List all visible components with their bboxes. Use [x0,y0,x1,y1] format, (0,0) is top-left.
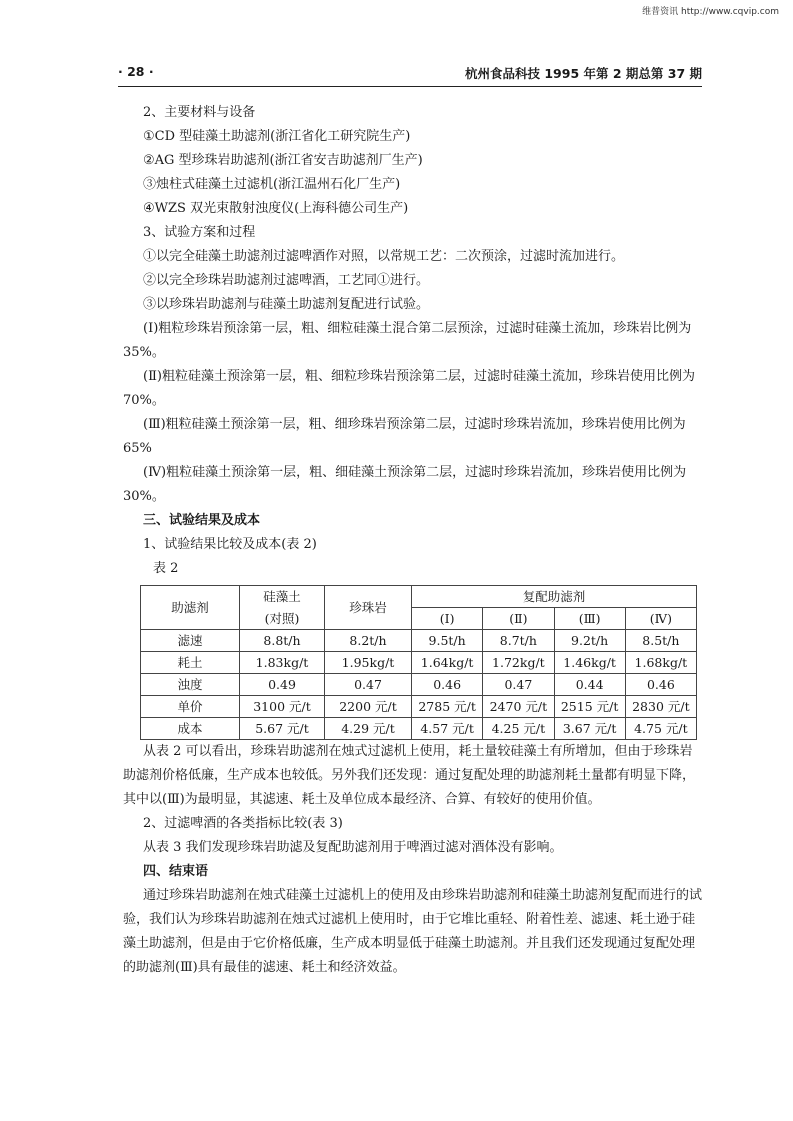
table-row-label: 滤速 [141,630,240,652]
list-item: ④WZS 双光束散射浊度仪(上海科德公司生产) [143,201,409,216]
table-cell: 4.57 元/t [412,718,483,740]
table-cell: 9.5t/h [412,630,483,652]
list-item: ①以完全硅藻土助滤剂过滤啤酒作对照，以常规工艺：二次预涂，过滤时流加进行。 [143,249,625,264]
table-cell: 4.75 元/t [625,718,696,740]
table-header-cell: (Ⅲ) [554,608,625,630]
table-header-cell: 复配助滤剂 [412,586,697,608]
paragraph: 通过珍珠岩助滤剂在烛式硅藻土过滤机上的使用及由珍珠岩助滤剂和硅藻土助滤剂复配而进行的试验，我们认为珍珠岩助滤剂在烛式过滤机上使用时，由于它堆比重轻、附着性差、滤速、耗土逊于硅藻土助滤剂，但是由于它价格低廉，生产成本明显低于硅藻土助滤剂。并且我们还发现通过复配处理的助滤剂(Ⅲ)具有最佳的滤速、耗土和经济效益。 [123,888,703,975]
table-cell: 1.72kg/t [483,652,554,674]
table-header-cell: (对照) [240,608,325,630]
table-row-label: 耗土 [141,652,240,674]
table-cell: 8.2t/h [325,630,412,652]
table-caption: 表 2 [153,561,179,576]
table-cell: 2515 元/t [554,696,625,718]
section-heading-results: 三、试验结果及成本 [143,513,261,528]
list-item: ③以珍珠岩助滤剂与硅藻土助滤剂复配进行试验。 [143,297,430,312]
table-cell: 8.5t/h [625,630,696,652]
section-heading-conclusion: 四、结束语 [143,864,209,879]
table-row-label: 浊度 [141,674,240,696]
list-item: ③烛柱式硅藻土过滤机(浙江温州石化厂生产) [143,177,401,192]
table-cell: 4.29 元/t [325,718,412,740]
table-cell: 1.64kg/t [412,652,483,674]
journal-title: 杭州食品科技 1995 年第 2 期总第 37 期 [465,66,702,81]
paragraph: (Ⅳ)粗粒硅藻土预涂第一层，粗、细硅藻土预涂第二层，过滤时珍珠岩流加，珍珠岩使用比例为 30%。 [123,465,687,504]
table-row [141,630,697,652]
table-cell: 0.46 [412,674,483,696]
table-row [141,696,697,718]
table-row [141,652,697,674]
table-header-cell: (Ⅰ) [412,608,483,630]
table-cell: 3100 元/t [240,696,325,718]
table-cell: 4.25 元/t [483,718,554,740]
list-item: ①CD 型硅藻土助滤剂(浙江省化工研究院生产) [143,129,411,144]
paragraph: (Ⅰ)粗粒珍珠岩预涂第一层，粗、细粒硅藻土混合第二层预涂，过滤时硅藻土流加，珍珠岩比例为 35%。 [123,321,692,360]
list-item: ②AG 型珍珠岩助滤剂(浙江省安吉助滤剂厂生产) [143,153,423,168]
table-cell: 0.46 [625,674,696,696]
table-cell: 3.67 元/t [554,718,625,740]
table-cell: 8.8t/h [240,630,325,652]
table-header-cell: (Ⅳ) [625,608,696,630]
table-cell: 1.83kg/t [240,652,325,674]
subheading: 2、过滤啤酒的各类指标比较(表 3) [143,816,343,831]
table-header-cell: (Ⅱ) [483,608,554,630]
table-cell: 8.7t/h [483,630,554,652]
table-cell: 5.67 元/t [240,718,325,740]
table-cell: 2830 元/t [625,696,696,718]
table-cell: 1.46kg/t [554,652,625,674]
table-row [141,718,697,740]
list-item: ②以完全珍珠岩助滤剂过滤啤酒，工艺同①进行。 [143,273,430,288]
results-table [140,585,697,740]
paragraph: (Ⅱ)粗粒硅藻土预涂第一层，粗、细粒珍珠岩预涂第二层，过滤时硅藻土流加，珍珠岩使用比例为 70%。 [123,369,695,408]
table-cell: 0.47 [483,674,554,696]
table-cell: 0.44 [554,674,625,696]
table-cell: 2470 元/t [483,696,554,718]
paragraph: 从表 2 可以看出，珍珠岩助滤剂在烛式过滤机上使用，耗土量较硅藻土有所增加，但由于珍珠岩助滤剂价格低廉，生产成本也较低。另外我们还发现：通过复配处理的助滤剂耗土量都有明显下降，其中以(Ⅲ)为最明显，其滤速、耗土及单位成本最经济、合算、有较好的使用价值。 [123,744,696,807]
page-header [118,64,702,87]
table-header-cell: 硅藻土 [240,586,325,608]
watermark: 维普资讯 http://www.cqvip.com [642,7,779,17]
table-cell: 1.68kg/t [625,652,696,674]
table-cell: 2785 元/t [412,696,483,718]
table-cell: 9.2t/h [554,630,625,652]
section-heading-materials: 2、主要材料与设备 [143,105,256,120]
table-cell: 0.49 [240,674,325,696]
paragraph: 从表 3 我们发现珍珠岩助滤及复配助滤剂用于啤酒过滤对酒体没有影响。 [143,840,563,855]
paragraph: (Ⅲ)粗粒硅藻土预涂第一层，粗、细珍珠岩预涂第二层，过滤时珍珠岩流加，珍珠岩使用比例为 65% [123,417,686,456]
table-header-cell: 助滤剂 [141,586,240,630]
table-cell: 0.47 [325,674,412,696]
table-cell: 2200 元/t [325,696,412,718]
table-row [141,674,697,696]
table-header-row [141,586,697,608]
table-row-label: 成本 [141,718,240,740]
subheading: 1、试验结果比较及成本(表 2) [143,537,317,552]
table-header-cell: 珍珠岩 [325,586,412,630]
article-body [123,101,703,980]
table-cell: 1.95kg/t [325,652,412,674]
page-number: · 28 · [118,64,154,79]
section-heading-procedure: 3、试验方案和过程 [143,225,256,240]
table-row-label: 单价 [141,696,240,718]
